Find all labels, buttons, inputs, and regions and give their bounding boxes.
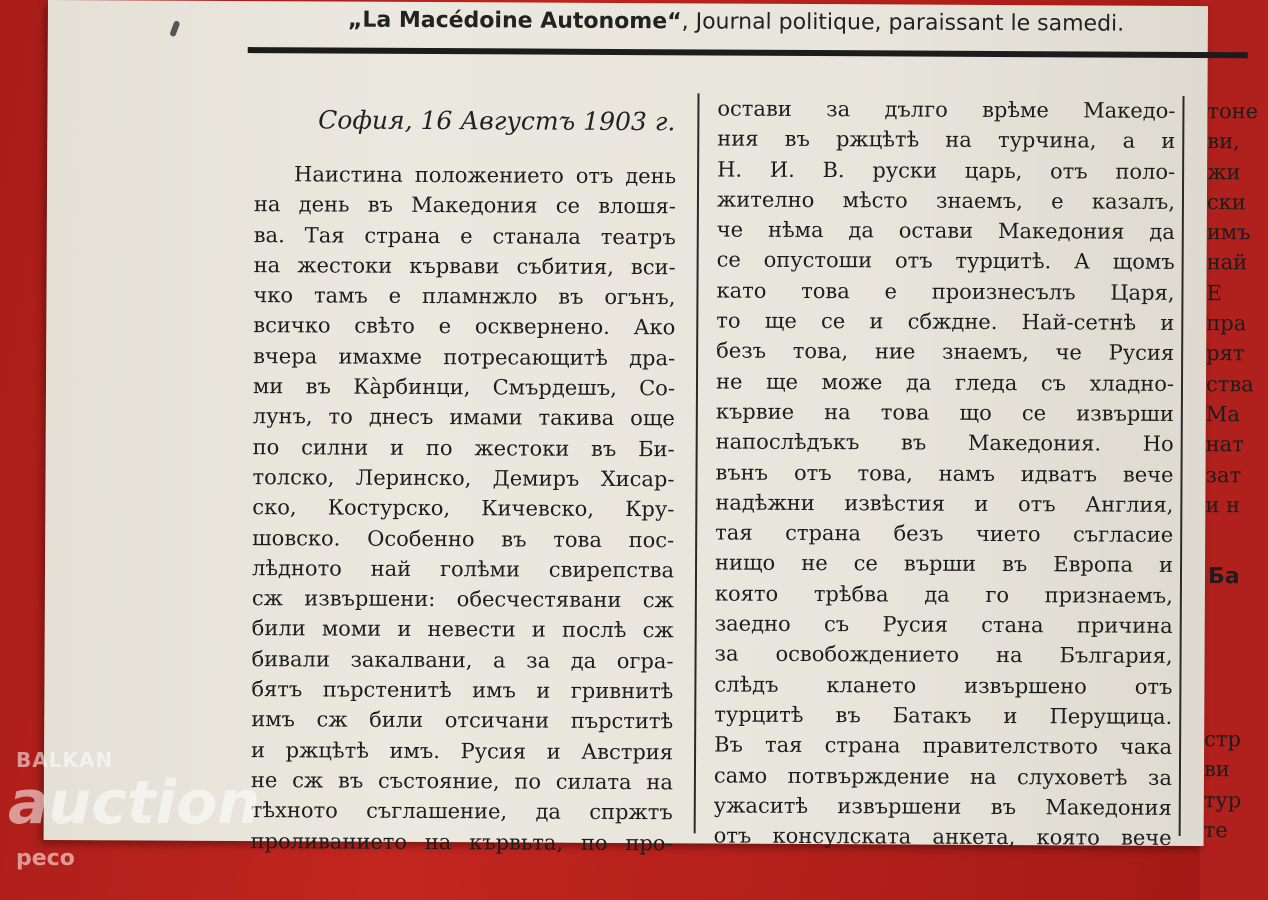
text-line: рят: [1206, 341, 1245, 366]
text-line: напослѣдъкъ въ Македония. Но: [715, 429, 1174, 457]
text-line: която трѣбва да го признаемъ,: [714, 581, 1173, 608]
text-line: стр: [1204, 727, 1242, 752]
masthead-subtitle: , Journal politique, paraissant le samedi.: [681, 9, 1125, 37]
text-line: слѣдъ клането извършено отъ: [714, 672, 1173, 699]
text-line: ви: [1203, 757, 1230, 782]
text-line: тая страна безъ чието съгласие: [715, 520, 1174, 548]
text-line: пра: [1206, 311, 1247, 336]
text-line: ужаситѣ извършени въ Македония: [713, 793, 1172, 820]
text-line: зат: [1205, 462, 1242, 487]
text-line: имъ сж били отсичани пърститѣ: [251, 707, 674, 734]
text-line: отъ консулската анкета, която вече: [713, 823, 1172, 851]
text-line: всичко свѣто е осквернено. Ако: [253, 313, 676, 340]
text-line: тѣхното съглашение, да спржтъ: [250, 798, 673, 825]
text-line: лунъ, то днесъ имами такива още: [252, 404, 675, 431]
header-rule: [248, 47, 1248, 58]
text-line: тоне: [1207, 99, 1259, 124]
text-line: нат: [1205, 432, 1244, 457]
text-line: турцитѣ въ Батакъ и Перущица.: [714, 702, 1173, 729]
text-line: ско, Костурско, Кичевско, Кру-: [252, 495, 675, 522]
text-line: чко тамъ е пламнжло въ огънъ,: [253, 283, 676, 310]
text-line: вънъ отъ това, намъ идватъ вече: [715, 460, 1174, 487]
text-line: шовско. Особенно въ това пос-: [252, 525, 675, 552]
text-line: и н: [1205, 492, 1241, 518]
text-line: като това е произнесълъ Царя,: [716, 278, 1175, 305]
text-line: ства: [1205, 371, 1254, 396]
text-line: ва. Тая страна е станала театръ: [253, 222, 676, 249]
column-divider: [1179, 96, 1185, 836]
masthead-title: „La Macédoine Autonome“: [347, 7, 682, 35]
text-line: Наистина положението отъ день: [294, 162, 677, 189]
text-line: на день въ Македония се влошя-: [253, 192, 676, 219]
text-line: нищо не се върши въ Европа и: [714, 550, 1174, 578]
text-line: по силни и по жестоки въ Би-: [252, 434, 675, 461]
text-line: за освобождението на България,: [714, 641, 1173, 669]
newspaper-page: [44, 0, 1259, 855]
text-line: жително мѣсто знаемъ, е казалъ,: [716, 187, 1176, 214]
text-line: не ще може да гледа съ хладно-: [715, 369, 1175, 396]
text-line: ми въ Кàрбинци, Смърдешъ, Со-: [252, 374, 676, 401]
text-line: тур: [1203, 787, 1242, 812]
watermark-line-1: BALKAN: [16, 748, 114, 772]
text-line: Н. И. В. руски царь, отъ поло-: [717, 157, 1176, 184]
text-line: Въ тая страна правителството чака: [714, 732, 1173, 760]
text-line: сж извършени: обесчестявани сж: [251, 586, 674, 613]
text-line: ски: [1206, 189, 1246, 215]
text-line: бивали закалвани, а за да огра-: [251, 646, 674, 674]
text-line: не сж въ състояние, по силата на: [250, 768, 673, 795]
text-line: те: [1203, 817, 1228, 843]
text-line: Ма: [1205, 402, 1240, 427]
text-line: кървие на това що се извърши: [715, 399, 1174, 426]
watermark-line-3: peco: [16, 846, 75, 871]
text-line: жи: [1207, 159, 1241, 184]
text-line: надѣжни извѣстия и отъ Англия,: [715, 490, 1174, 517]
text-line: били моми и невести и послѣ сж: [251, 616, 674, 643]
watermark-line-2: auction: [8, 768, 260, 838]
article-column-3-top: [1205, 96, 1267, 520]
text-line: ви,: [1207, 129, 1240, 154]
article-column-3-bottom: [1204, 724, 1265, 845]
text-line: заедно съ Русия стана причина: [714, 611, 1173, 638]
text-line: лѣдното най голѣми свирепства: [251, 555, 675, 583]
text-line: проливанието на кървьта, по про-: [250, 828, 673, 855]
text-line: имъ: [1206, 220, 1251, 245]
pin-icon: [169, 20, 180, 37]
auction-watermark: [8, 748, 318, 878]
masthead: [348, 8, 1248, 43]
text-line: бятъ пърстенитѣ имъ и гривнитѣ: [251, 677, 674, 704]
text-line: Е: [1206, 280, 1222, 305]
text-line: че нѣма да остави Македония да: [716, 217, 1175, 245]
text-line: вчера имахме потресающитѣ дра-: [253, 343, 676, 371]
article-column-2: [714, 94, 1176, 854]
dateline: София, 16 Августъ 1903 г.: [318, 105, 676, 137]
text-line: то ще се и сбжднe. Най-сетнѣ и: [716, 308, 1175, 335]
text-line: се опустоши отъ турцитѣ. А щомъ: [716, 247, 1175, 275]
text-line: толско, Леринско, Демиръ Хисар-: [252, 465, 675, 492]
text-line: само потвърждение на слуховетѣ за: [713, 763, 1173, 790]
text-line: най: [1206, 250, 1248, 275]
text-line: остави за дълго врѣме Македо-: [717, 96, 1176, 123]
text-line: и ржцѣтѣ имъ. Русия и Австрия: [251, 737, 674, 764]
text-line: безъ това, ние знаемъ, че Русия: [716, 338, 1175, 366]
text-line: ния въ ржцѣтѣ на турчина, а и: [717, 126, 1176, 154]
column-3-heading: Ба: [1207, 564, 1240, 590]
text-line: на жестоки кървави събития, вси-: [253, 252, 676, 280]
column-divider: [694, 93, 700, 833]
